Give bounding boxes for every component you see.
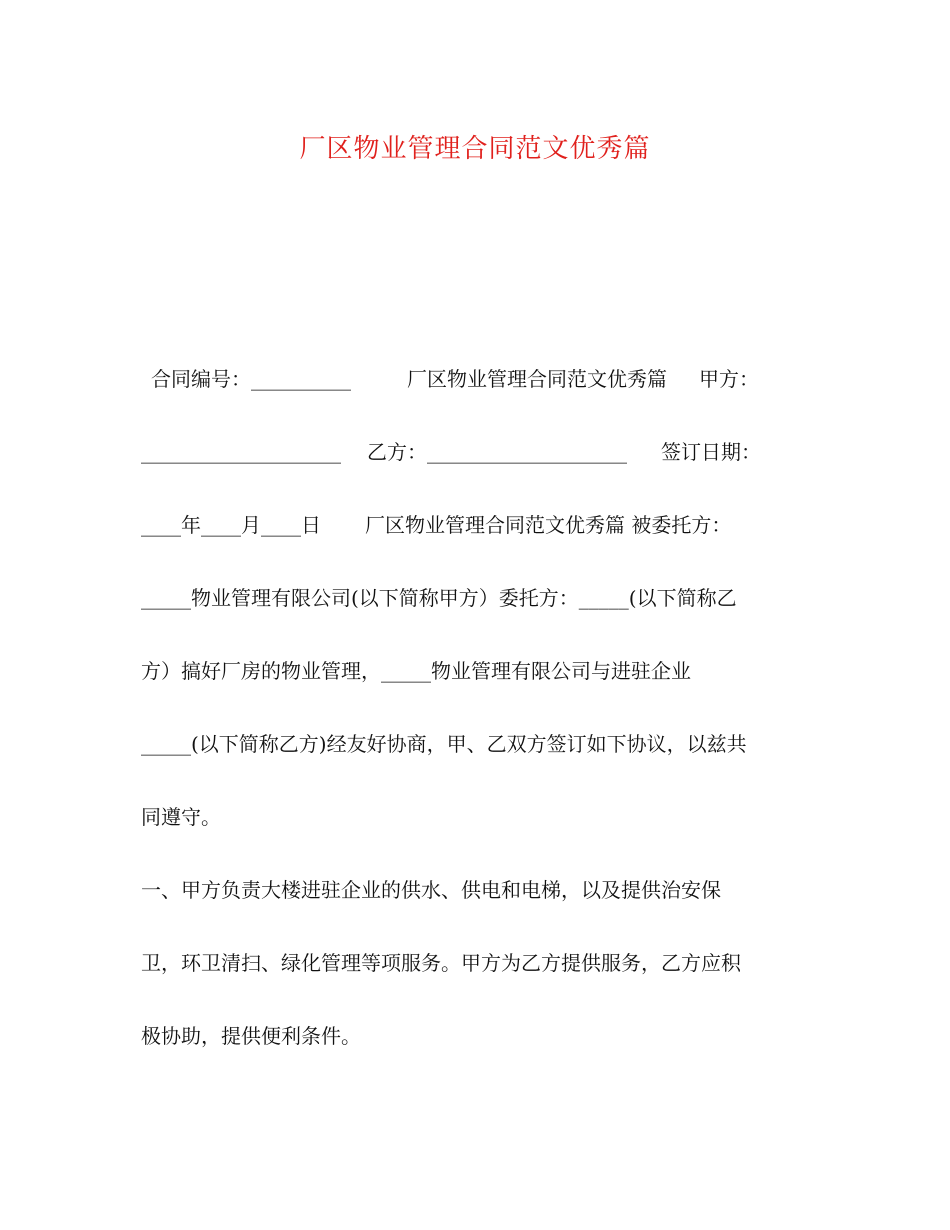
clause-1-text: 卫，环卫清扫、绿化管理等项服务。甲方为乙方提供服务，乙方应积 [141,951,741,975]
text-line-6 [141,730,747,758]
text-line-3 [141,511,731,539]
text-line-5 [141,657,691,685]
text-line-10 [141,1022,361,1050]
party-b-field: 乙方：____________________ [367,440,627,464]
subtitle-inline: 厂区物业管理合同范文优秀篇 [407,367,667,391]
sign-date-blank: ____年____月____日 [141,513,321,537]
paragraph-text: _____物业管理有限公司(以下简称甲方）委托方：_____(以下简称乙 [141,586,737,610]
document-title: 厂区物业管理合同范文优秀篇 [299,134,651,164]
sign-date-label: 签订日期： [661,440,761,464]
text-line-1 [151,365,759,393]
contract-number-field: 合同编号：__________ [151,367,351,391]
text-line-9 [141,949,741,977]
paragraph-text: 方）搞好厂房的物业管理，_____物业管理有限公司与进驻企业 [141,659,691,683]
clause-1-text: 一、甲方负责大楼进驻企业的供水、供电和电梯，以及提供治安保 [141,878,721,902]
clause-1-text: 极协助，提供便利条件。 [141,1024,361,1048]
text-line-4 [141,584,737,612]
text-line-8 [141,876,721,904]
party-a-blank: ____________________ [141,440,341,464]
paragraph-text: _____(以下简称乙方)经友好协商，甲、乙双方签订如下协议，以兹共 [141,732,747,756]
text-line-7 [141,803,221,831]
text-line-2 [141,438,761,466]
entrusted-party-label: 厂区物业管理合同范文优秀篇 被委托方： [365,513,732,537]
paragraph-text: 同遵守。 [141,805,221,829]
party-a-label: 甲方： [699,367,759,391]
